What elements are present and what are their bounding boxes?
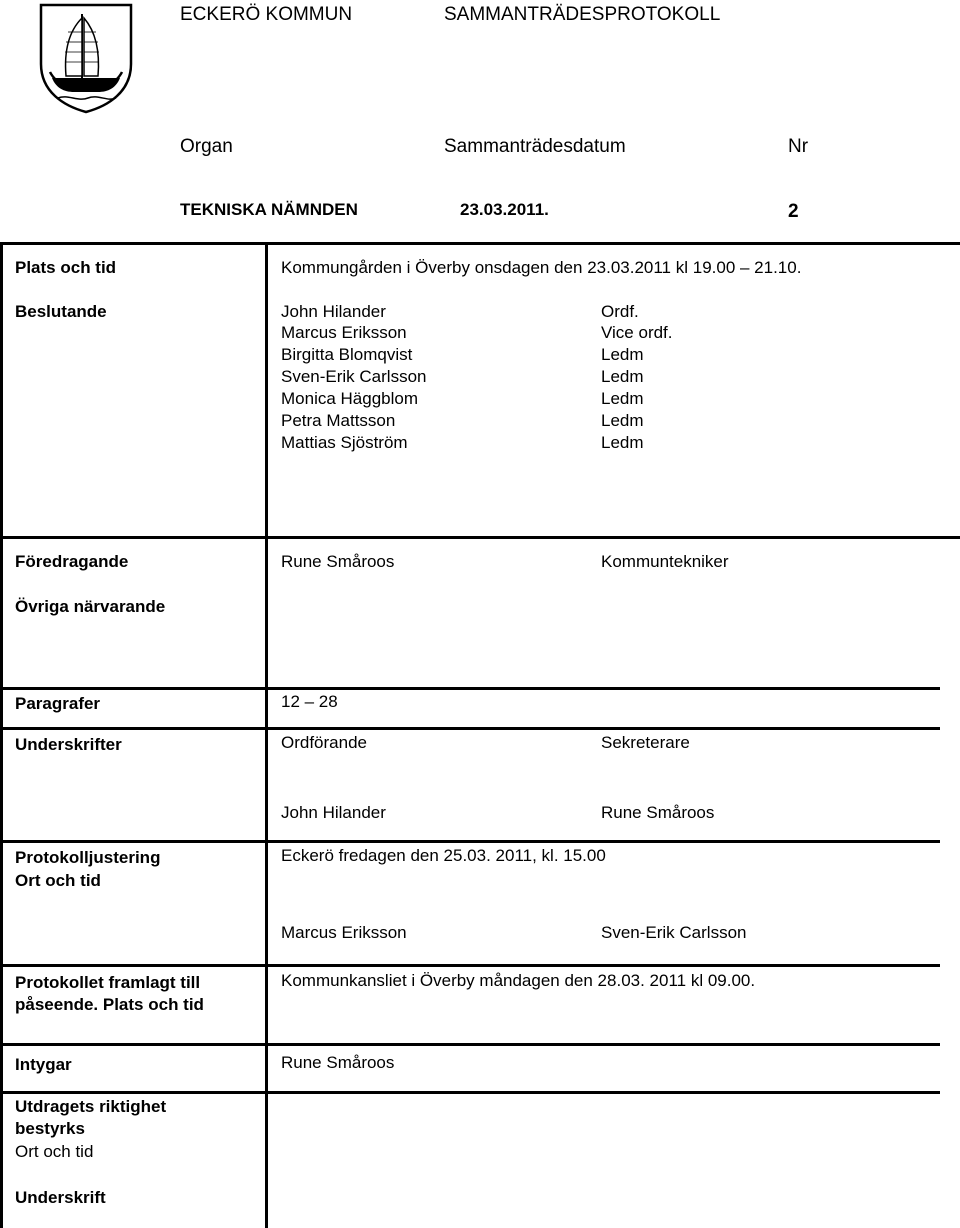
document-type: SAMMANTRÄDESPROTOKOLL [444, 4, 721, 25]
extract-signature-label: Underskrift [15, 1188, 106, 1207]
chair-name: John Hilander [281, 803, 386, 822]
member-name: Petra Mattsson [281, 411, 396, 430]
member-name: Birgitta Blomqvist [281, 345, 413, 364]
member-name: John Hilander [281, 302, 386, 321]
extract-label: Utdragets riktighet [15, 1097, 167, 1116]
rule-certificate [0, 1043, 940, 1046]
number-column-label: Nr [788, 136, 809, 157]
member-name: Marcus Eriksson [281, 323, 407, 342]
place-time-label: Plats och tid [15, 258, 117, 277]
displayed-value: Kommunkansliet i Överby måndagen den 28.03. 2011 kl 09.00. [281, 971, 756, 990]
member-role: Ordf. [601, 302, 639, 321]
paragraphs-value: 12 – 28 [281, 692, 338, 711]
member-role: Ledm [601, 345, 644, 364]
presenter-label: Föredragande [15, 552, 129, 571]
adjuster-name: Marcus Eriksson [281, 923, 407, 942]
secretary-label: Sekreterare [601, 733, 690, 752]
rule-paragraphs [0, 687, 940, 690]
rule-vertical-left [0, 242, 3, 1228]
organ-value: TEKNISKA NÄMNDEN [180, 200, 358, 219]
member-role: Ledm [601, 433, 644, 452]
secretary-name: Rune Småroos [601, 803, 715, 822]
certificate-name: Rune Småroos [281, 1053, 395, 1072]
adjustment-place-time-label: Ort och tid [15, 871, 101, 890]
member-name: Sven-Erik Carlsson [281, 367, 427, 386]
certificate-label: Intygar [15, 1055, 72, 1074]
meeting-date-value: 23.03.2011. [460, 200, 549, 219]
extract-place-time-label: Ort och tid [15, 1142, 94, 1161]
adjustment-label: Protokolljustering [15, 848, 161, 867]
rule-top [0, 242, 960, 245]
rule-presenter [0, 536, 960, 539]
paragraphs-label: Paragrafer [15, 694, 101, 713]
municipality-crest-logo [38, 2, 134, 114]
protocol-number: 2 [788, 201, 799, 222]
rule-vertical-middle [265, 242, 268, 1228]
rule-displayed [0, 964, 940, 967]
displayed-place-time-label: påseende. Plats och tid [15, 995, 204, 1014]
member-role: Ledm [601, 367, 644, 386]
rule-adjustment [0, 840, 940, 843]
member-name: Monica Häggblom [281, 389, 419, 408]
extract-label-line-2: bestyrks [15, 1119, 85, 1138]
adjuster-name: Sven-Erik Carlsson [601, 923, 747, 942]
organ-column-label: Organ [180, 136, 233, 157]
adjustment-value: Eckerö fredagen den 25.03. 2011, kl. 15.00 [281, 846, 606, 865]
place-time-value: Kommungården i Överby onsdagen den 23.03.2011 kl 19.00 – 21.10. [281, 258, 802, 277]
deciding-label: Beslutande [15, 302, 107, 321]
municipality-name: ECKERÖ KOMMUN [180, 4, 353, 25]
displayed-label: Protokollet framlagt till [15, 973, 201, 992]
member-role: Ledm [601, 411, 644, 430]
presenter-title: Kommuntekniker [601, 552, 729, 571]
chair-label: Ordförande [281, 733, 367, 752]
member-role: Vice ordf. [601, 323, 673, 342]
member-name: Mattias Sjöström [281, 433, 408, 452]
signatures-label: Underskrifter [15, 735, 122, 754]
member-role: Ledm [601, 389, 644, 408]
date-column-label: Sammanträdesdatum [444, 136, 626, 157]
presenter-name: Rune Småroos [281, 552, 395, 571]
others-present-label: Övriga närvarande [15, 597, 166, 616]
rule-extract [0, 1091, 940, 1094]
rule-signatures [0, 727, 940, 730]
